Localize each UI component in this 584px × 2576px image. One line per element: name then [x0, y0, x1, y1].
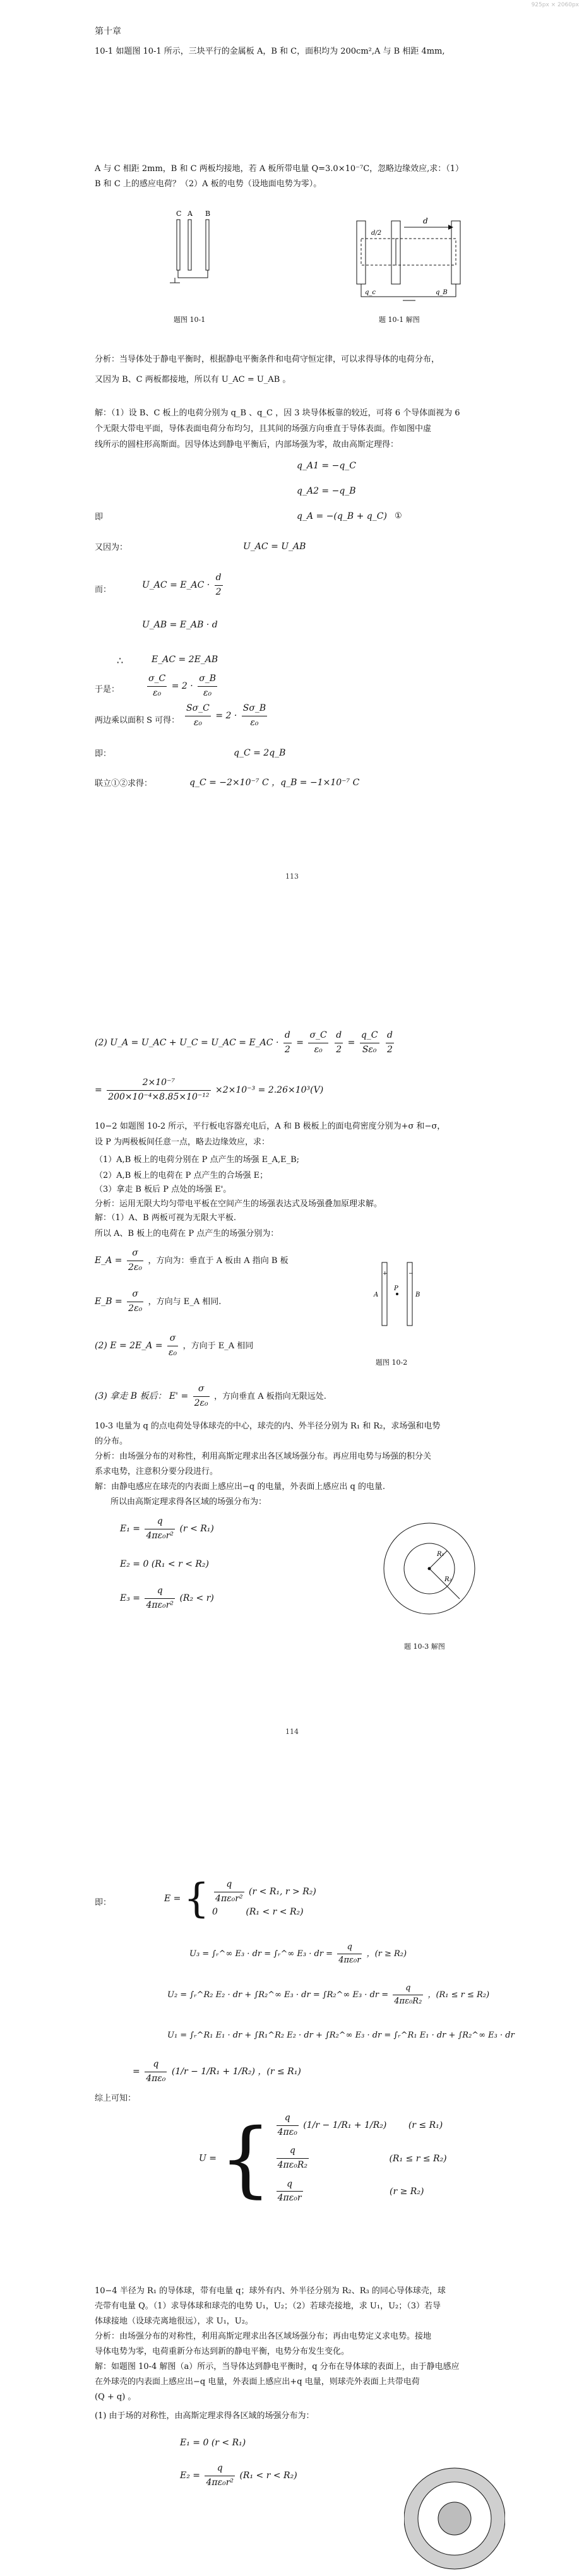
eq-uac-frac-den: 2 [215, 586, 222, 597]
eq-u1-result [133, 2058, 301, 2086]
page-number-114: 114 [285, 1728, 299, 1736]
fig1-ground-wire [178, 270, 208, 278]
both-sides-label: 两边乘以面积 S 可得： [95, 716, 180, 725]
eq-eb-num: σ [127, 1288, 143, 1302]
therefore-symbol: ∴ [117, 655, 124, 667]
eq-u-case-1 [275, 2111, 447, 2139]
combine-label: 联立①②求得： [95, 779, 153, 788]
eq-u3-frac [337, 1941, 362, 1967]
eq-e-prime-frac [193, 1382, 210, 1410]
eq-e-prime-lhs: (3) 拿走 B 板后： E' = [95, 1391, 189, 1402]
solution-10-2-b: 所以 A、B 板上的电荷在 P 点产生的场强分别为： [95, 1229, 279, 1238]
eq-e42-lhs: E₂ = [180, 2471, 201, 2481]
chapter-title: 第十章 [95, 27, 121, 37]
eq-eb-lhs: E_B = [95, 1297, 122, 1307]
eq-uac-left: U_AC = E_AC · [142, 580, 210, 591]
figure-10-1-caption: 题图 10-1 [174, 316, 206, 324]
eq-u-case-2-frac [277, 2144, 309, 2172]
eq-u-case-1-frac [277, 2111, 299, 2139]
solution-10-4-b: 在外球壳的内表面上感应出−q 电量，外表面上感应出+q 电量，则球壳外表面上共带电荷 [95, 2377, 420, 2387]
eq-e-piecewise-brace: { [183, 1875, 210, 1923]
eq-uac-frac-num: d [215, 571, 223, 586]
eq-e-prime-den: 2ε₀ [194, 1398, 208, 1408]
eq-eb-frac [127, 1288, 143, 1315]
eq-u1-result-num: q [145, 2058, 167, 2072]
problem-10-2-a: 10−2 如题图 10-2 所示，平行板电容器充电后，A 和 B 极板上的面电荷密度分别为+σ 和−σ， [95, 1122, 446, 1131]
ji-label-2: 即： [95, 1898, 112, 1908]
eq-u3 [189, 1941, 407, 1967]
problem-10-1: 10-1 如题图 10-1 所示，三块平行的金属板 A，B 和 C，面积均为 200cm²,A 与 B 相距 4mm, [95, 47, 445, 56]
eq-sigma [145, 672, 219, 700]
sol-label-half-d: d/2 [371, 230, 382, 237]
eq-e-total-den: ε₀ [169, 1347, 177, 1358]
solution-10-2-a: 解：（1）A、B 两板可视为无限大平板. [95, 1213, 236, 1223]
eq-ua-f2-den: ε₀ [314, 1044, 323, 1055]
result-10-1: q_C = −2×10⁻⁷ C ，q_B = −1×10⁻⁷ C [189, 778, 360, 788]
analysis-10-1-b: 又因为 B、C 两板都接地，所以有 U_AC = U_AB 。 [95, 375, 291, 384]
problem-10-4-b: 壳带有电量 Q。（1）求导体球和球壳的电势 U₁，U₂；（2）若球壳接地，求 U₁，U₂；（3）若导 [95, 2301, 441, 2311]
eq-ea [95, 1247, 289, 1274]
eq-e-total-num: σ [167, 1332, 178, 1346]
fig4-r2-line [429, 1569, 460, 1599]
eq-s-sigma-right [242, 702, 267, 730]
eq-ua-eq1: = [296, 1038, 304, 1048]
eq-e-prime-tail: ，方向垂直 A 板指向无限远处. [214, 1392, 326, 1402]
eq-ua-f1-num: d [283, 1029, 292, 1043]
fig3-label-b: B [415, 1291, 420, 1298]
sol-label-d: d [423, 217, 428, 225]
eq-u3-den: 4πε₀r [338, 1956, 361, 1966]
eq-e-case-2-cond: (R₁ < r < R₂) [246, 1907, 304, 1918]
eq-u1-result-frac [145, 2058, 167, 2086]
eq-qa1: q_A1 = −q_C [297, 461, 357, 471]
eq-u1-result-den: 4πε₀ [146, 2073, 166, 2084]
eq-ua-numeric-tail: ×2×10⁻³ = 2.26×10³(V) [215, 1085, 324, 1096]
eq-ea-lhs: E_A = [95, 1255, 122, 1266]
eq-ua-f3 [360, 1029, 379, 1057]
eq-ua-lhs: (2) U_A = U_AC + U_C = U_AC = E_AC · [95, 1038, 279, 1048]
figure-10-3-caption: 题 10-3 解图 [404, 1642, 445, 1651]
eq-u3-cond: ，(r ≥ R₂) [366, 1949, 407, 1959]
fig1-label-b: B [205, 210, 211, 218]
eq-uab: U_AB = E_AB · d [142, 620, 218, 630]
eq-e3-tail: (R₂ < r) [179, 1593, 214, 1604]
fig1-plate-a [188, 220, 191, 270]
eq-ea-num: σ [127, 1247, 143, 1261]
problem-10-2-d: （2）A,B 板上的电荷在 P 点产生的合场强 E； [95, 1171, 268, 1180]
fig1-plate-b [206, 220, 209, 270]
eq-ua-f2-num: σ_C [308, 1029, 328, 1043]
sol-plate-b [451, 221, 460, 284]
sol-label-qc: q_c [365, 289, 376, 296]
eq-ua-f1 [283, 1029, 292, 1057]
eq-qc-2qb: q_C = 2q_B [234, 748, 286, 758]
eq-e42-tail: (R₁ < r < R₂) [239, 2471, 297, 2481]
fig5-core [438, 2502, 471, 2535]
fig4-label-r1: R₁ [437, 1551, 444, 1558]
eq-s-sigma [183, 702, 269, 730]
eq-ua-numeric [95, 1076, 323, 1104]
problem-10-3-b: 的分布。 [95, 1437, 128, 1446]
eq-u-case-3 [275, 2178, 447, 2205]
eq-e-case-1-den: 4πε₀r² [215, 1893, 243, 1904]
eq-ua-f4-den: 2 [386, 1044, 393, 1055]
eq-u-case-1-den: 4πε₀ [277, 2127, 297, 2137]
eq-s-sigma-right-den: ε₀ [250, 717, 259, 728]
analysis-10-4-a: 分析：由场强分布的对称性，利用高斯定理求出各区域场强分布；再由电势定义求电势。接地 [95, 2332, 432, 2341]
eq-u2-cond: ，(R₁ ≤ r ≤ R₂) [427, 1990, 490, 2000]
eq-u-case-3-num: q [277, 2178, 303, 2192]
fig1-label-a: A [188, 210, 193, 218]
eq-u1-result-cond: ，(r ≤ R₁) [258, 2067, 301, 2077]
eq-e41: E₁ = 0 (r < R₁) [180, 2438, 246, 2448]
eq-e-case-2 [212, 1906, 316, 1920]
eq-u-case-3-cond: (r ≥ R₂) [390, 2186, 424, 2197]
analysis-10-3-b: 系求电势，注意积分要分段进行。 [95, 1467, 218, 1476]
figure-10-1-solution [341, 208, 480, 303]
eq-ua-f1-den: 2 [284, 1044, 290, 1055]
eq-e1-den: 4πε₀r² [146, 1530, 174, 1541]
eq-qa-tag: ① [395, 511, 402, 521]
eq-e-case-2-val: 0 [212, 1907, 218, 1918]
eq-uac [142, 571, 225, 599]
page-size-label: 925px × 2060px [531, 2, 579, 8]
eq-ea-den: 2ε₀ [128, 1262, 143, 1273]
fig1-plate-c [177, 220, 180, 270]
eq-e3-lhs: E₃ = [120, 1593, 141, 1604]
eq-uac-frac [215, 571, 223, 599]
eq-e42 [180, 2462, 297, 2490]
analysis-10-1: 分析：当导体处于静电平衡时，根据静电平衡条件和电荷守恒定律，可以求得导体的电荷分布， [95, 355, 440, 364]
eq-u3-num: q [337, 1941, 362, 1954]
eq-ua-f3-num: q_C [360, 1029, 379, 1043]
eq-u-case-2-num: q [277, 2144, 309, 2159]
eq-sigma-mid: = 2 · [171, 681, 193, 692]
eq-e1-num: q [145, 1515, 175, 1529]
eq-u-piecewise-lhs: U = [199, 2153, 217, 2164]
eq-ua-f4a-den: 2 [336, 1044, 342, 1055]
eq-e-total-lhs: (2) E = 2E_A = [95, 1341, 163, 1351]
eq-e-piecewise [164, 1875, 316, 1923]
eq-ea-frac [127, 1247, 143, 1274]
eq-e3-frac [145, 1584, 175, 1612]
eq-sigma-left [147, 672, 167, 700]
eq-sigma-right-num: σ_B [198, 672, 217, 687]
eq-e3-den: 4πε₀r² [146, 1600, 174, 1610]
eq-s-sigma-right-num: Sσ_B [242, 702, 267, 716]
figure-10-1-solution-caption: 题 10-1 解图 [379, 316, 420, 324]
eq-e42-den: 4πε₀r² [206, 2477, 234, 2488]
eq-e-case-1-frac [214, 1878, 244, 1906]
fig3-minus-signs: − [408, 1271, 414, 1277]
analysis-10-3-a: 分析：由场强分布的对称性，利用高斯定理求出各区域场强分布。再应用电势与场强的积分关 [95, 1452, 432, 1461]
eq-ua-f2 [308, 1029, 328, 1057]
eq-s-sigma-mid: = 2 · [215, 711, 237, 721]
eq-e1 [120, 1515, 214, 1543]
problem-10-2-e: （3）拿走 B 板后 P 点处的场强 E'。 [95, 1185, 232, 1194]
eq-u2-frac [393, 1982, 423, 2008]
eq-u-case-1-body: (1/r − 1/R₁ + 1/R₂) [303, 2120, 387, 2131]
eq-u-case-1-cond: (r ≤ R₁) [408, 2120, 443, 2131]
solution-10-4-a: 解：如题图 10-4 解图（a）所示，当导体达到静电平衡时，q 分布在导体球的表面上，由于静电感应 [95, 2362, 460, 2371]
sol-gauss-surface-right [396, 239, 456, 265]
eq-s-sigma-left [185, 702, 211, 730]
eq-qa-total: q_A = −(q_B + q_C) [297, 511, 387, 521]
sol-d-arrowhead [448, 225, 453, 230]
eq-eb [95, 1288, 221, 1315]
eq-u-case-3-frac [277, 2178, 303, 2205]
eq-e-total-tail: ，方向于 E_A 相同 [182, 1341, 254, 1351]
figure-10-3-solution [379, 1518, 480, 1619]
problem-10-4-c: 体球接地（设球壳离地很远），求 U₁，U₂。 [95, 2317, 253, 2326]
eq-u-case-2-cond: (R₁ ≤ r ≤ R₂) [389, 2153, 447, 2164]
eq-e-prime-num: σ [193, 1382, 210, 1397]
eq-uac-uab: U_AC = U_AB [243, 542, 306, 552]
eq-u-piecewise-cases [275, 2111, 447, 2205]
eq-ua-f4-num: d [386, 1029, 394, 1043]
problem-10-2-b: 设 P 为两极板间任意一点，略去边缘效应，求： [95, 1137, 270, 1147]
eq-sigma-left-den: ε₀ [153, 687, 162, 698]
eq-u-case-3-den: 4πε₀r [277, 2193, 302, 2204]
problem-10-1-cont: A 与 C 相距 2mm，B 和 C 两板均接地，若 A 板所带电量 Q=3.0×10⁻⁷C，忽略边缘效应,求：（1） [95, 164, 464, 174]
eq-e42-num: q [205, 2462, 235, 2476]
also-label: 又因为： [95, 543, 128, 552]
solution-10-1-b: 个无限大带电平面，导体表面电荷分布均匀，且其间的场强方向垂直于导体表面。作如图中虚 [95, 424, 432, 434]
eq-e1-lhs: E₁ = [120, 1524, 141, 1534]
eq-ua-eq2: = [347, 1038, 355, 1048]
sol-label-qb: q_B [436, 289, 448, 296]
eq-e-case-1-cond: (r < R₁, r > R₂) [249, 1887, 316, 1897]
summary-label: 综上可知： [95, 2094, 136, 2103]
problem-10-4-a: 10−4 半径为 R₁ 的导体球，带有电量 q；球外有内、外半径分别为 R₂、R₃ 的同心导体球壳，球 [95, 2286, 446, 2296]
sol-gauss-surface-left [361, 239, 396, 265]
eq-u-case-1-num: q [277, 2111, 299, 2126]
eq-e42-frac [205, 2462, 235, 2490]
eq-u2 [167, 1982, 489, 2008]
eq-ua-f3-den: Sε₀ [362, 1044, 377, 1055]
analysis-10-2: 分析：运用无限大均匀带电平板在空间产生的场强表达式及场强叠加原理求解。 [95, 1199, 383, 1209]
eq-u2-den: 4πε₀R₂ [394, 1997, 422, 2007]
fig3-label-p: P [394, 1285, 398, 1292]
eq-sigma-right [198, 672, 217, 700]
figure-10-2 [372, 1256, 423, 1332]
eq-eac: E_AC = 2E_AB [152, 655, 218, 665]
solution-10-4-d: (1) 由于场的对称性，由高斯定理求得各区域的场强分布为： [95, 2411, 314, 2421]
eq-sigma-right-den: ε₀ [203, 687, 212, 698]
eq-ua-f4a-num: d [335, 1029, 343, 1043]
eq-ua-numeric-frac [107, 1076, 210, 1104]
eq-e-case-1-num: q [214, 1878, 244, 1892]
problem-10-1-cont2: B 和 C 上的感应电荷？（2）A 板的电势（设地面电势为零）。 [95, 179, 322, 189]
fig3-point-p [396, 1293, 398, 1295]
eq-u1-result-body: (1/r − 1/R₁ + 1/R₂) [171, 2067, 255, 2077]
eq-e2: E₂ = 0 (R₁ < r < R₂) [120, 1559, 210, 1569]
eq-u2-body: U₂ = ∫ᵣ^R₂ E₂ · dr + ∫R₂^∞ E₃ · dr = ∫R₂^∞ E₃ · dr = [167, 1990, 389, 2000]
page-number-113: 113 [285, 872, 299, 881]
eq-e-piecewise-cases [212, 1878, 316, 1920]
er-label: 而： [95, 585, 112, 595]
eq-ua-f4 [386, 1029, 394, 1057]
eq-u-case-2 [275, 2144, 447, 2172]
eq-u1-result-eq: = [133, 2067, 140, 2077]
solution-10-1-a: 解：（1）设 B、C 板上的电荷分别为 q_B 、q_C ，因 3 块导体板靠的较近，可将 6 个导体面视为 6 [95, 408, 460, 418]
ji-label: 即： [95, 749, 112, 759]
eq-sigma-left-num: σ_C [147, 672, 167, 687]
eq-s-sigma-left-den: ε₀ [193, 717, 202, 728]
problem-10-3-a: 10-3 电量为 q 的点电荷处导体球壳的中心，球壳的内、外半径分别为 R₁ 和 R₂，求场强和电势 [95, 1422, 441, 1431]
solution-10-3-b: 所以由高斯定理求得各区域的场强分布为： [110, 1497, 267, 1507]
eq-qa2: q_A2 = −q_B [297, 486, 356, 496]
eq-e3 [120, 1584, 214, 1612]
fig3-label-a: A [374, 1291, 379, 1298]
solution-10-4-c: (Q + q) 。 [95, 2392, 136, 2402]
eq-u2-num: q [393, 1982, 423, 1995]
eq-ua-f4a [335, 1029, 343, 1057]
figure-10-4-solution [404, 2449, 505, 2575]
eq-eb-tail: ，方向与 E_A 相同. [148, 1297, 222, 1307]
eq-qa-prefix: 即 [95, 513, 104, 522]
eq-s-sigma-left-num: Sσ_C [185, 702, 211, 716]
figure-10-2-caption: 题图 10-2 [376, 1358, 408, 1367]
solution-10-3-a: 解：由静电感应在球壳的内表面上感应出−q 的电量，外表面上感应出 q 的电量. [95, 1482, 386, 1492]
eq-e1-tail: (r < R₁) [179, 1524, 214, 1534]
figure-10-1 [167, 208, 224, 290]
analysis-10-4-b: 导体电势为零，电荷重新分布达到新的静电平衡，电势分布发生变化。 [95, 2347, 350, 2356]
fig4-label-r2: R₂ [444, 1576, 452, 1583]
eq-u1: U₁ = ∫ᵣ^R₁ E₁ · dr + ∫R₁^R₂ E₂ · dr + ∫R₂^∞ E₃ · dr = ∫ᵣ^R₁ E₁ · dr + ∫R₂^∞ E₃ · dr [167, 2031, 515, 2040]
eq-ua-numeric-eq: = [95, 1085, 102, 1096]
eq-u-case-2-den: 4πε₀R₂ [277, 2160, 307, 2171]
eq-e-prime [95, 1382, 326, 1410]
eq-e-total [95, 1332, 253, 1360]
eq-u3-body: U₃ = ∫ᵣ^∞ E₃ · dr = ∫ᵣ^∞ E₃ · dr = [189, 1949, 333, 1959]
fig3-plus-signs: + [383, 1271, 388, 1277]
eq-eb-den: 2ε₀ [128, 1303, 143, 1314]
eq-ua-numeric-num: 2×10⁻⁷ [107, 1076, 210, 1091]
eq-e3-num: q [145, 1584, 175, 1599]
fig1-label-c: C [176, 210, 182, 218]
problem-10-2-c: （1）A,B 板上的电荷分别在 P 点产生的场强 E_A,E_B; [95, 1155, 300, 1165]
eq-u-piecewise-brace: { [219, 2110, 272, 2207]
eq-ea-tail: ，方向为：垂直于 A 板由 A 指向 B 板 [148, 1256, 289, 1266]
solution-10-1-c: 线所示的圆柱形高斯面。因导体达到静电平衡后，内部场强为零，故由高斯定理得： [95, 440, 399, 449]
eq-u-piecewise [199, 2111, 447, 2205]
eq-ua-numeric-den: 200×10⁻⁴×8.85×10⁻¹² [108, 1091, 210, 1102]
yushi-label: 于是： [95, 685, 120, 694]
eq-e-piecewise-lhs: E = [164, 1894, 181, 1904]
eq-e-case-1 [212, 1878, 316, 1906]
eq-e-total-frac [167, 1332, 178, 1360]
eq-e1-frac [145, 1515, 175, 1543]
eq-ua [95, 1029, 396, 1057]
